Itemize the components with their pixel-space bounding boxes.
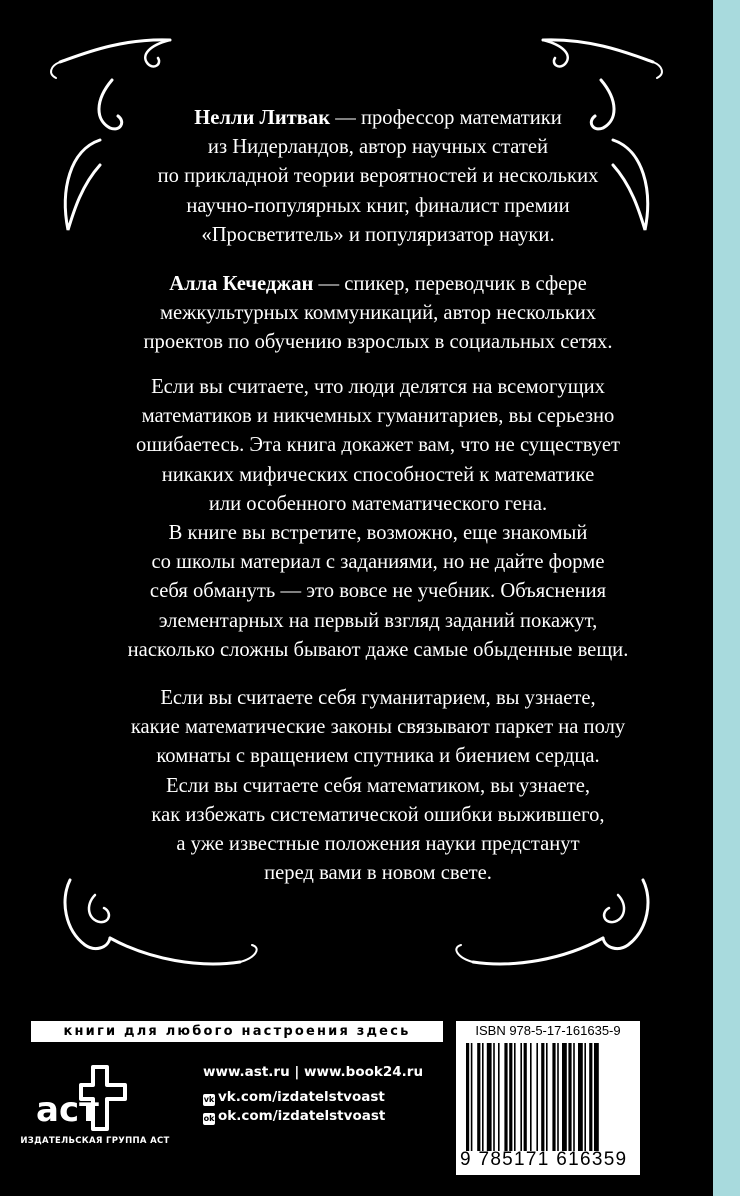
vk-icon: vk — [203, 1095, 215, 1104]
text-line: перед вами в новом свете. — [264, 862, 492, 885]
text-line: со школы материал с заданиями, но не дайте форме — [151, 551, 605, 574]
sites-link[interactable] — [203, 1064, 423, 1080]
barcode-digits: 9 785171 616359 — [460, 1149, 628, 1170]
author2-name: Алла Кечеджан — [169, 273, 314, 295]
barcode-panel — [456, 1021, 640, 1175]
description-paragraph-1 — [80, 373, 676, 665]
text-line: а уже известные положения науки предстанут — [176, 833, 580, 856]
text-line: какие математические законы связывают паркет на полу — [130, 716, 626, 739]
bio-line: научно-популярных книг, финалист премии — [186, 194, 570, 217]
text-line: никаких мифических способностей к математике — [161, 463, 595, 486]
text-line: насколько сложны бывают даже самые обыденные вещи. — [127, 638, 629, 661]
text-line: как избежать систематической ошибки выжившего, — [151, 803, 605, 826]
ok-icon: ok — [203, 1114, 215, 1123]
author-bio-2 — [80, 270, 676, 358]
logo-text: аст — [36, 1090, 99, 1130]
bio-line: — спикер, переводчик в сфере — [313, 273, 587, 295]
text-line: Если вы считаете, что люди делятся на всемогущих — [151, 376, 605, 398]
text-line: математиков и никчемных гуманитариев, вы серьезно — [141, 405, 615, 428]
ok-text: ok.com/izdatelstvoast — [218, 1108, 386, 1124]
ok-link[interactable] — [203, 1108, 385, 1125]
bio-line: по прикладной теории вероятностей и нескольких — [157, 165, 599, 188]
ast-logo — [33, 1063, 143, 1133]
text-line: элементарных на первый взгляд заданий покажут, — [158, 609, 598, 632]
description-paragraph-2 — [80, 684, 676, 888]
text-line: В книге вы встретите, возможно, еще знакомый — [168, 522, 588, 545]
text-line: себя обмануть — это вовсе не учебник. Объяснения — [149, 580, 607, 603]
bio-line: проектов по обучению взрослых в социальных сетях. — [143, 331, 613, 354]
bio-line: из Нидерландов, автор научных статей — [207, 136, 549, 159]
spine-strip — [713, 0, 740, 1196]
bio-line: «Просветитель» и популяризатор науки. — [201, 223, 555, 246]
tagline-strip: книги для любого настроения здесь — [31, 1021, 443, 1042]
bio-line: межкультурных коммуникаций, автор нескольких — [159, 302, 597, 325]
publisher-name: ИЗДАТЕЛЬСКАЯ ГРУППА АСТ — [20, 1136, 170, 1146]
bio-line: — профессор математики — [330, 107, 562, 129]
vk-text: vk.com/izdatelstvoast — [218, 1089, 385, 1105]
text-line: Если вы считаете себя гуманитарием, вы узнаете, — [160, 687, 596, 709]
vk-link[interactable] — [203, 1089, 385, 1106]
author1-name: Нелли Литвак — [194, 107, 331, 129]
text-line: Если вы считаете себя математиком, вы узнаете, — [165, 774, 590, 797]
text-line: ошибаетесь. Эта книга докажет вам, что не существует — [136, 434, 620, 457]
text-line: или особенного математического гена. — [208, 492, 548, 515]
barcode-graphic — [466, 1043, 632, 1151]
author-bio-1 — [80, 104, 676, 250]
isbn-text: ISBN 978-5-17-161635-9 — [475, 1023, 621, 1038]
text-line: комнаты с вращением спутника и биением сердца. — [156, 745, 600, 768]
sites-text: www.ast.ru | www.book24.ru — [203, 1064, 424, 1080]
